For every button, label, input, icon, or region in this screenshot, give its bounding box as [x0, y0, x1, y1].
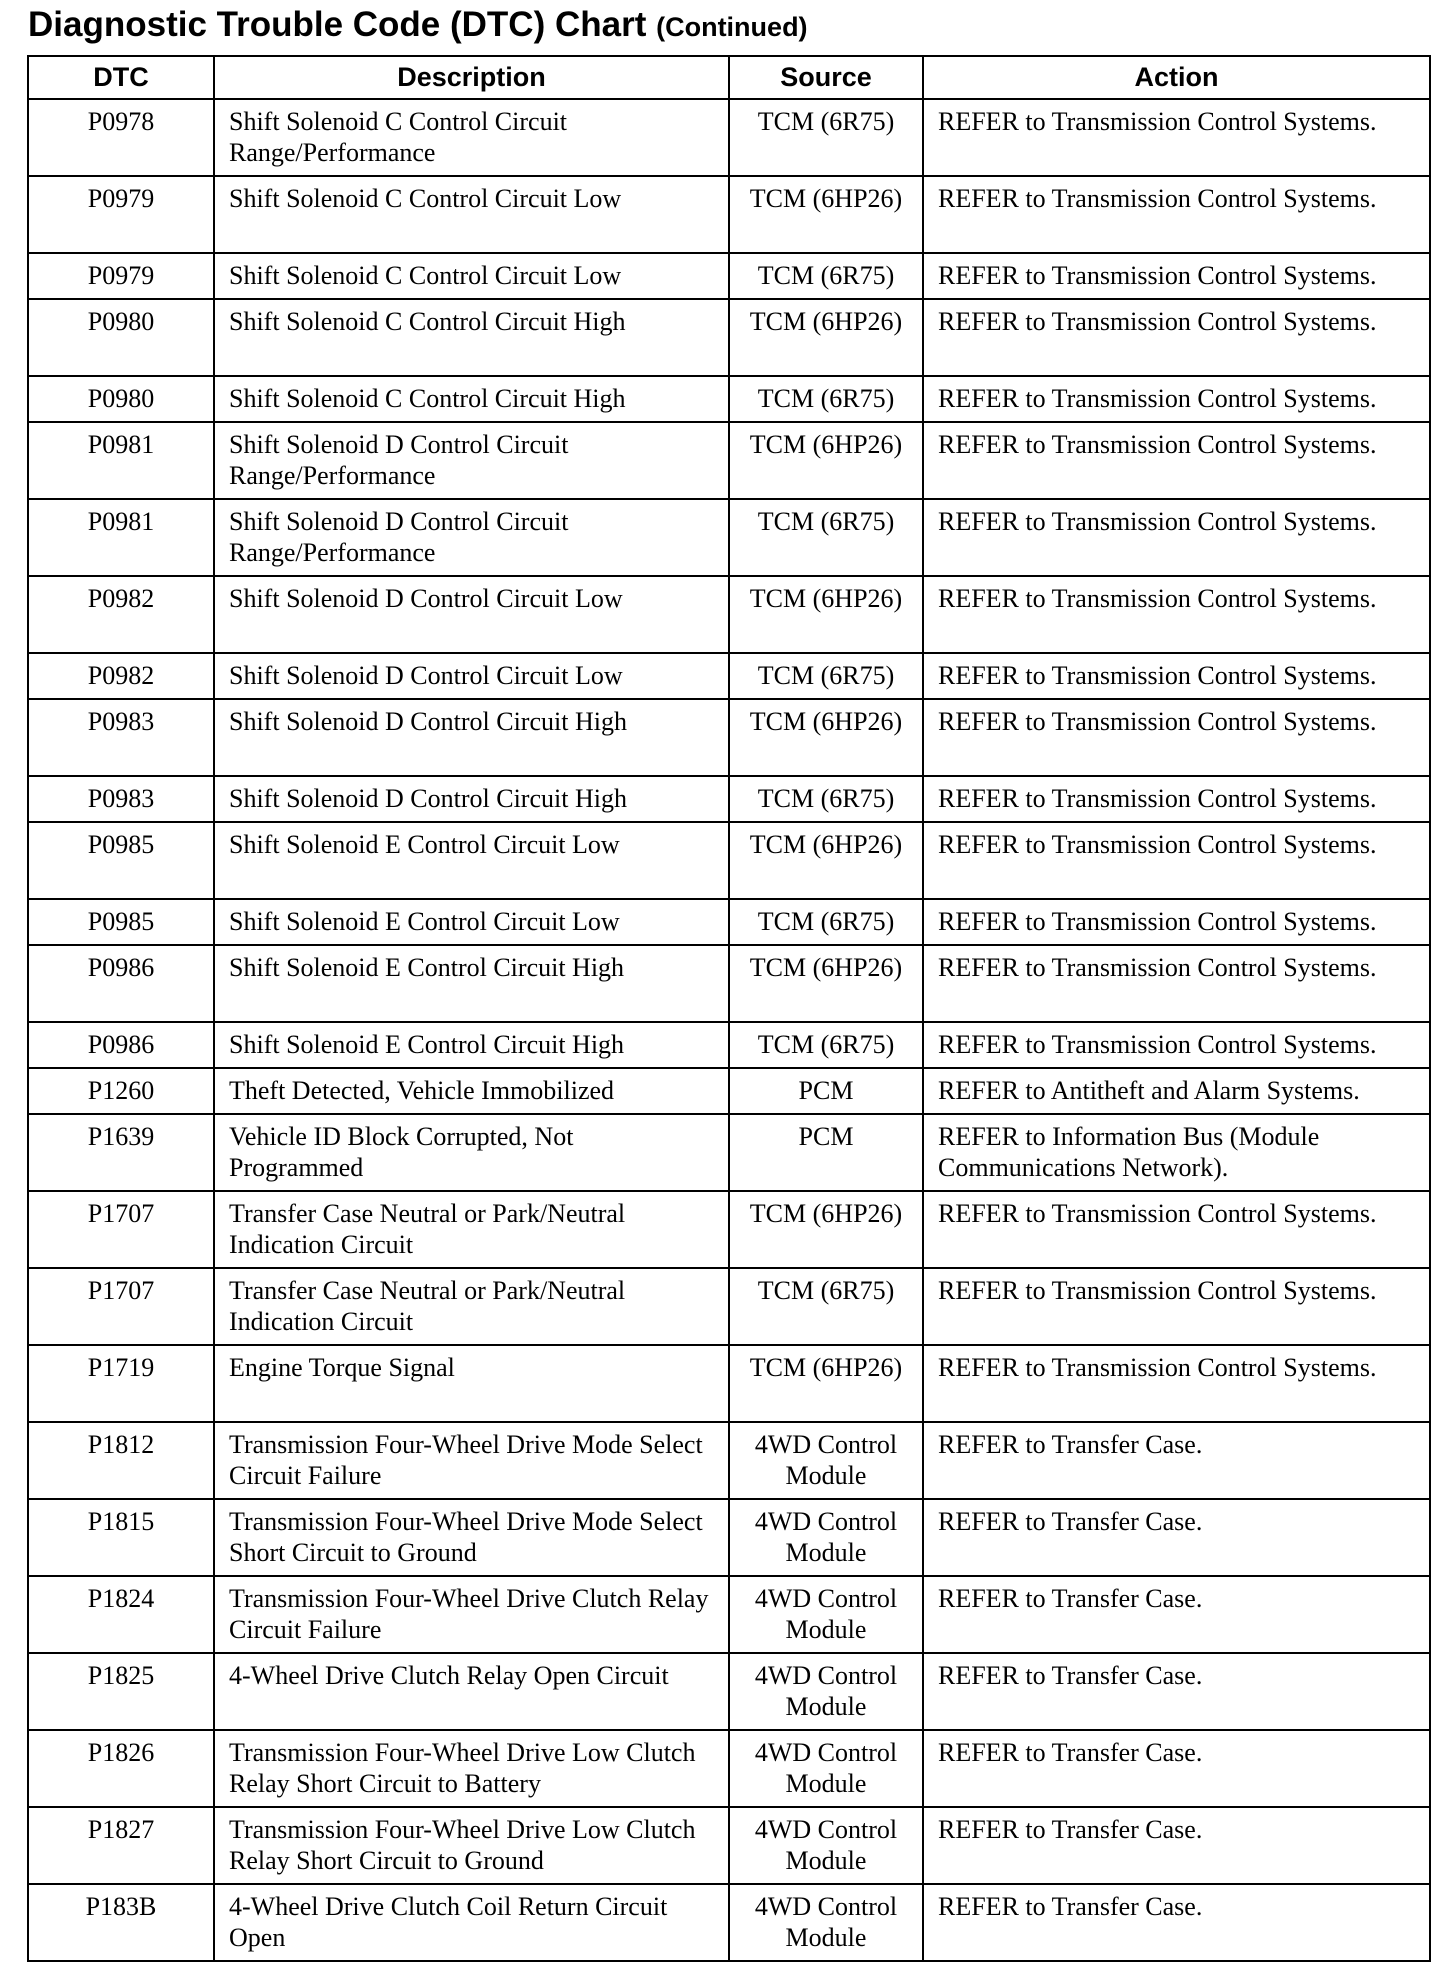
dtc-description: Transmission Four-Wheel Drive Mode Select Short Circuit to Ground [214, 1499, 729, 1576]
dtc-code: P1812 [28, 1422, 214, 1499]
dtc-source: 4WD Control Module [729, 1884, 923, 1961]
table-row [28, 1268, 1430, 1345]
table-row [28, 1022, 1430, 1068]
dtc-action: REFER to Transmission Control Systems. [923, 822, 1430, 899]
dtc-code: P0979 [28, 176, 214, 253]
dtc-action: REFER to Transfer Case. [923, 1730, 1430, 1807]
dtc-description: Transmission Four-Wheel Drive Mode Select Circuit Failure [214, 1422, 729, 1499]
column-header-description: Description [214, 56, 729, 99]
dtc-code: P0982 [28, 576, 214, 653]
dtc-action: REFER to Transmission Control Systems. [923, 253, 1430, 299]
dtc-source: TCM (6HP26) [729, 176, 923, 253]
dtc-source: 4WD Control Module [729, 1576, 923, 1653]
table-row [28, 1576, 1430, 1653]
dtc-description: Shift Solenoid C Control Circuit Range/Performance [214, 99, 729, 176]
table-row [28, 945, 1430, 1022]
dtc-source: TCM (6HP26) [729, 299, 923, 376]
dtc-description: Shift Solenoid E Control Circuit High [214, 945, 729, 1022]
dtc-code: P0982 [28, 653, 214, 699]
dtc-table [27, 55, 1431, 1962]
table-row [28, 699, 1430, 776]
table-row [28, 1345, 1430, 1422]
page-title [28, 2, 808, 50]
dtc-source: TCM (6HP26) [729, 1191, 923, 1268]
table-row [28, 1191, 1430, 1268]
dtc-description: Shift Solenoid D Control Circuit High [214, 776, 729, 822]
dtc-action: REFER to Transmission Control Systems. [923, 299, 1430, 376]
dtc-source: TCM (6HP26) [729, 1345, 923, 1422]
dtc-action: REFER to Transfer Case. [923, 1576, 1430, 1653]
table-row [28, 499, 1430, 576]
dtc-source: PCM [729, 1068, 923, 1114]
dtc-code: P0981 [28, 499, 214, 576]
dtc-action: REFER to Transfer Case. [923, 1884, 1430, 1961]
column-header-dtc: DTC [28, 56, 214, 99]
dtc-action: REFER to Transmission Control Systems. [923, 699, 1430, 776]
dtc-source: TCM (6R75) [729, 899, 923, 945]
dtc-code: P0986 [28, 945, 214, 1022]
table-row [28, 1068, 1430, 1114]
dtc-source: TCM (6R75) [729, 376, 923, 422]
column-header-source: Source [729, 56, 923, 99]
dtc-source: TCM (6HP26) [729, 699, 923, 776]
dtc-description: Shift Solenoid D Control Circuit Low [214, 653, 729, 699]
dtc-action: REFER to Information Bus (Module Communications Network). [923, 1114, 1430, 1191]
dtc-code: P0983 [28, 776, 214, 822]
table-row [28, 1807, 1430, 1884]
dtc-action: REFER to Antitheft and Alarm Systems. [923, 1068, 1430, 1114]
table-row [28, 1730, 1430, 1807]
table-row [28, 176, 1430, 253]
dtc-code: P0978 [28, 99, 214, 176]
dtc-description: Engine Torque Signal [214, 1345, 729, 1422]
dtc-action: REFER to Transmission Control Systems. [923, 422, 1430, 499]
dtc-source: TCM (6HP26) [729, 822, 923, 899]
dtc-description: Shift Solenoid D Control Circuit Range/Performance [214, 499, 729, 576]
dtc-description: Vehicle ID Block Corrupted, Not Programmed [214, 1114, 729, 1191]
dtc-action: REFER to Transmission Control Systems. [923, 1345, 1430, 1422]
dtc-description: Shift Solenoid C Control Circuit Low [214, 253, 729, 299]
dtc-code: P0985 [28, 899, 214, 945]
dtc-source: TCM (6R75) [729, 776, 923, 822]
dtc-action: REFER to Transmission Control Systems. [923, 653, 1430, 699]
dtc-action: REFER to Transmission Control Systems. [923, 945, 1430, 1022]
dtc-code: P1826 [28, 1730, 214, 1807]
dtc-description: Transfer Case Neutral or Park/Neutral Indication Circuit [214, 1191, 729, 1268]
dtc-source: PCM [729, 1114, 923, 1191]
dtc-description: Transmission Four-Wheel Drive Low Clutch Relay Short Circuit to Battery [214, 1730, 729, 1807]
table-row [28, 1653, 1430, 1730]
dtc-code: P1824 [28, 1576, 214, 1653]
table-row [28, 776, 1430, 822]
dtc-description: Shift Solenoid C Control Circuit High [214, 299, 729, 376]
dtc-code: P0983 [28, 699, 214, 776]
dtc-action: REFER to Transfer Case. [923, 1653, 1430, 1730]
table-row [28, 422, 1430, 499]
table-row [28, 576, 1430, 653]
dtc-description: Theft Detected, Vehicle Immobilized [214, 1068, 729, 1114]
dtc-action: REFER to Transmission Control Systems. [923, 499, 1430, 576]
header-row [28, 56, 1430, 99]
table-row [28, 1114, 1430, 1191]
dtc-description: Transmission Four-Wheel Drive Low Clutch Relay Short Circuit to Ground [214, 1807, 729, 1884]
dtc-description: Transmission Four-Wheel Drive Clutch Relay Circuit Failure [214, 1576, 729, 1653]
dtc-action: REFER to Transfer Case. [923, 1422, 1430, 1499]
dtc-description: 4-Wheel Drive Clutch Coil Return Circuit Open [214, 1884, 729, 1961]
dtc-code: P1825 [28, 1653, 214, 1730]
dtc-source: 4WD Control Module [729, 1499, 923, 1576]
table-row [28, 1499, 1430, 1576]
dtc-description: 4-Wheel Drive Clutch Relay Open Circuit [214, 1653, 729, 1730]
dtc-source: TCM (6HP26) [729, 945, 923, 1022]
dtc-code: P1719 [28, 1345, 214, 1422]
dtc-description: Shift Solenoid D Control Circuit Low [214, 576, 729, 653]
dtc-description: Shift Solenoid E Control Circuit Low [214, 899, 729, 945]
column-header-action: Action [923, 56, 1430, 99]
dtc-code: P0980 [28, 299, 214, 376]
dtc-source: TCM (6R75) [729, 499, 923, 576]
dtc-code: P1707 [28, 1268, 214, 1345]
table-row [28, 99, 1430, 176]
dtc-code: P1827 [28, 1807, 214, 1884]
dtc-action: REFER to Transfer Case. [923, 1807, 1430, 1884]
dtc-code: P0985 [28, 822, 214, 899]
dtc-code: P1707 [28, 1191, 214, 1268]
table-row [28, 376, 1430, 422]
table-row [28, 299, 1430, 376]
dtc-description: Shift Solenoid C Control Circuit Low [214, 176, 729, 253]
dtc-source: 4WD Control Module [729, 1422, 923, 1499]
dtc-description: Shift Solenoid C Control Circuit High [214, 376, 729, 422]
dtc-source: TCM (6R75) [729, 1268, 923, 1345]
title-continued: (Continued) [656, 12, 808, 42]
table-row [28, 899, 1430, 945]
dtc-code: P1815 [28, 1499, 214, 1576]
dtc-source: TCM (6R75) [729, 653, 923, 699]
dtc-action: REFER to Transmission Control Systems. [923, 1268, 1430, 1345]
dtc-action: REFER to Transmission Control Systems. [923, 99, 1430, 176]
dtc-description: Shift Solenoid D Control Circuit High [214, 699, 729, 776]
dtc-source: 4WD Control Module [729, 1807, 923, 1884]
dtc-action: REFER to Transmission Control Systems. [923, 1191, 1430, 1268]
dtc-description: Shift Solenoid D Control Circuit Range/Performance [214, 422, 729, 499]
dtc-source: TCM (6R75) [729, 1022, 923, 1068]
table-row [28, 253, 1430, 299]
dtc-source: TCM (6R75) [729, 99, 923, 176]
dtc-action: REFER to Transmission Control Systems. [923, 576, 1430, 653]
dtc-action: REFER to Transmission Control Systems. [923, 1022, 1430, 1068]
dtc-action: REFER to Transmission Control Systems. [923, 176, 1430, 253]
table-row [28, 1884, 1430, 1961]
dtc-code: P0979 [28, 253, 214, 299]
dtc-action: REFER to Transfer Case. [923, 1499, 1430, 1576]
dtc-source: 4WD Control Module [729, 1730, 923, 1807]
dtc-action: REFER to Transmission Control Systems. [923, 376, 1430, 422]
dtc-code: P1260 [28, 1068, 214, 1114]
dtc-code: P1639 [28, 1114, 214, 1191]
dtc-action: REFER to Transmission Control Systems. [923, 776, 1430, 822]
dtc-source: TCM (6R75) [729, 253, 923, 299]
dtc-description: Shift Solenoid E Control Circuit High [214, 1022, 729, 1068]
table-row [28, 653, 1430, 699]
dtc-action: REFER to Transmission Control Systems. [923, 899, 1430, 945]
dtc-code: P0986 [28, 1022, 214, 1068]
dtc-description: Transfer Case Neutral or Park/Neutral Indication Circuit [214, 1268, 729, 1345]
dtc-code: P183B [28, 1884, 214, 1961]
dtc-source: TCM (6HP26) [729, 576, 923, 653]
dtc-source: 4WD Control Module [729, 1653, 923, 1730]
title-text: Diagnostic Trouble Code (DTC) Chart [28, 5, 647, 44]
dtc-code: P0980 [28, 376, 214, 422]
dtc-source: TCM (6HP26) [729, 422, 923, 499]
dtc-code: P0981 [28, 422, 214, 499]
table-row [28, 1422, 1430, 1499]
dtc-description: Shift Solenoid E Control Circuit Low [214, 822, 729, 899]
table-row [28, 822, 1430, 899]
